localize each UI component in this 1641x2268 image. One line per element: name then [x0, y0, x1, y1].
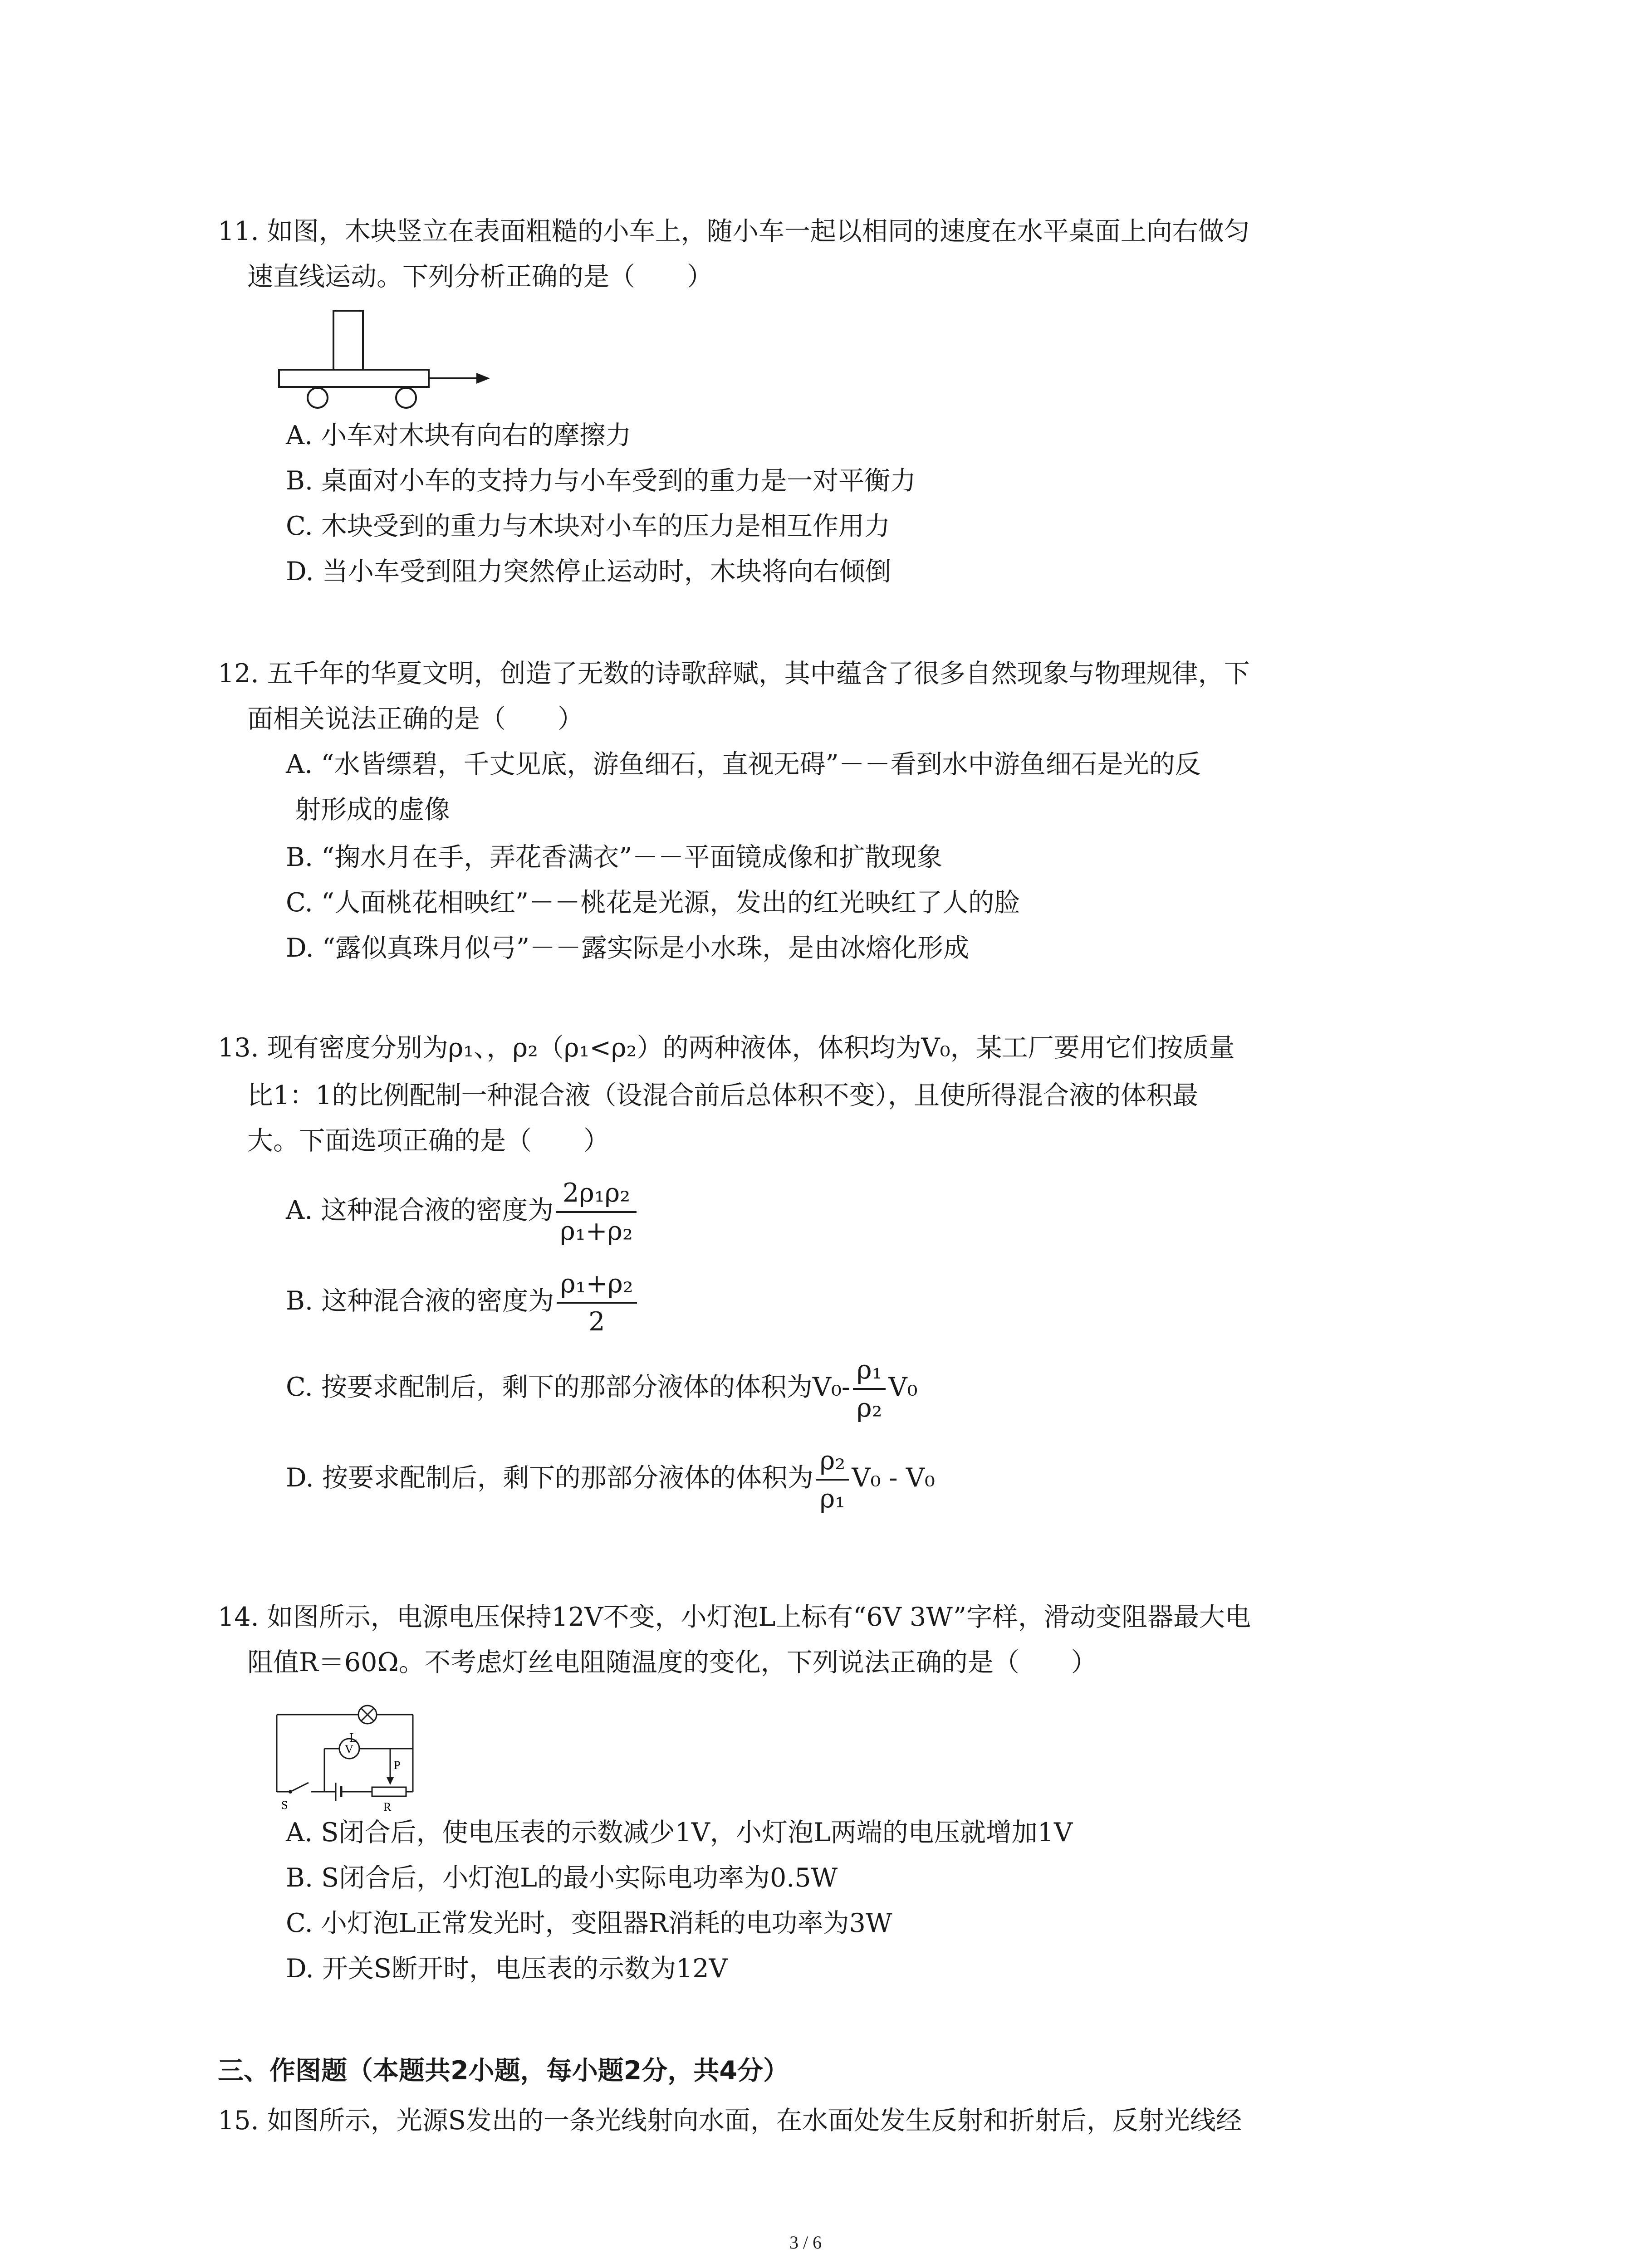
switch-label: S: [281, 1799, 288, 1812]
lamp-label: L: [349, 1731, 358, 1745]
q13-option-d-numerator: ρ₂: [816, 1442, 849, 1481]
q13-option-a-fraction: [556, 1175, 636, 1249]
slider-label: P: [394, 1759, 401, 1772]
q13-option-c-denominator: ρ₂: [857, 1393, 882, 1423]
q13-stem-line3: 大。下面选项正确的是（ ）: [247, 1126, 609, 1156]
q15-stem-line1: 15. 如图所示，光源S发出的一条光线射向水面，在水面处发生反射和折射后，反射光线经: [218, 2106, 1242, 2136]
rheostat-symbol: [372, 1787, 406, 1796]
q13-stem-line1: 13. 现有密度分别为ρ₁、，ρ₂（ρ₁<ρ₂）的两种液体，体积均为V₀，某工厂要用它们按质量: [218, 1033, 1235, 1063]
q13-option-d-text: D. 按要求配制后，剩下的那部分液体的体积为: [286, 1463, 813, 1493]
q12-option-d: D. “露似真珠月似弓”－－露实际是小水珠，是由冰熔化形成: [286, 933, 970, 963]
q12-option-c: C. “人面桃花相映红”－－桃花是光源，发出的红光映红了人的脸: [286, 888, 1020, 918]
q11-stem-line2: 速直线运动。下列分析正确的是（ ）: [247, 262, 713, 292]
q11-option-c: C. 木块受到的重力与木块对小车的压力是相互作用力: [286, 511, 890, 541]
q11-option-b: B. 桌面对小车的支持力与小车受到的重力是一对平衡力: [286, 466, 916, 496]
rheostat-label: R: [383, 1800, 392, 1813]
q13-option-d: [286, 1442, 935, 1517]
page-number: 3 / 6: [789, 2232, 822, 2253]
q13-option-b-numerator: ρ₁+ρ₂: [557, 1266, 637, 1304]
q13-option-d-fraction: [816, 1442, 849, 1517]
q13-option-c: [286, 1352, 917, 1426]
q13-option-a-text: A. 这种混合液的密度为: [286, 1195, 554, 1226]
q14-option-a: A. S闭合后，使电压表的示数减少1V，小灯泡L两端的电压就增加1V: [286, 1818, 1073, 1848]
q13-option-b-fraction: [557, 1266, 637, 1340]
q13-stem-line2: 比1：1的比例配制一种混合液（设混合前后总体积不变），且使所得混合液的体积最: [247, 1080, 1199, 1110]
q13-option-b-text: B. 这种混合液的密度为: [286, 1286, 554, 1316]
q11-stem-line1: 11. 如图，木块竖立在表面粗糙的小车上，随小车一起以相同的速度在水平桌面上向右做匀: [218, 216, 1250, 246]
q14-stem-line2: 阻值R＝60Ω。不考虑灯丝电阻随温度的变化，下列说法正确的是（ ）: [247, 1647, 1097, 1677]
section-heading: 三、作图题（本题共2小题，每小题2分，共4分）: [218, 2056, 789, 2086]
q13-option-c-text: C. 按要求配制后，剩下的那部分液体的体积为V₀-: [286, 1372, 851, 1403]
q12-option-a-line1: A. “水皆缥碧，千丈见底，游鱼细石，直视无碍”－－看到水中游鱼细石是光的反: [286, 749, 1201, 779]
q14-stem-line1: 14. 如图所示，电源电压保持12V不变，小灯泡L上标有“6V 3W”字样，滑动变阻器最大电: [218, 1602, 1251, 1632]
voltmeter-label: V: [345, 1743, 353, 1756]
q13-option-c-fraction: [853, 1352, 886, 1426]
q11-cart-figure: [277, 308, 504, 413]
q12-option-a-line2: 射形成的虚像: [295, 795, 450, 825]
q13-option-c-numerator: ρ₁: [853, 1352, 886, 1390]
q14-option-d: D. 开关S断开时，电压表的示数为12V: [286, 1954, 728, 1984]
q13-option-d-tail: V₀ - V₀: [852, 1463, 935, 1493]
q13-option-a-numerator: 2ρ₁ρ₂: [556, 1175, 636, 1213]
q13-option-b: [286, 1266, 640, 1340]
q14-option-b: B. S闭合后，小灯泡L的最小实际电功率为0.5W: [286, 1863, 838, 1893]
q12-option-b: B. “掬水月在手，弄花香满衣”－－平面镜成像和扩散现象: [286, 842, 943, 872]
q14-circuit-diagram: [272, 1687, 426, 1814]
q13-option-a: [286, 1175, 639, 1249]
q13-option-c-tail: V₀: [888, 1372, 918, 1403]
q14-option-c: C. 小灯泡L正常发光时，变阻器R消耗的电功率为3W: [286, 1908, 892, 1938]
q13-option-d-denominator: ρ₁: [819, 1484, 846, 1514]
q12-stem-line1: 12. 五千年的华夏文明，创造了无数的诗歌辞赋，其中蕴含了很多自然现象与物理规律，下: [218, 659, 1250, 689]
q13-option-a-denominator: ρ₁+ρ₂: [560, 1216, 633, 1246]
q13-option-b-denominator: 2: [588, 1307, 605, 1337]
q11-option-d: D. 当小车受到阻力突然停止运动时，木块将向右倾倒: [286, 557, 891, 587]
q12-stem-line2: 面相关说法正确的是（ ）: [247, 704, 583, 734]
q11-option-a: A. 小车对木块有向右的摩擦力: [286, 420, 632, 450]
